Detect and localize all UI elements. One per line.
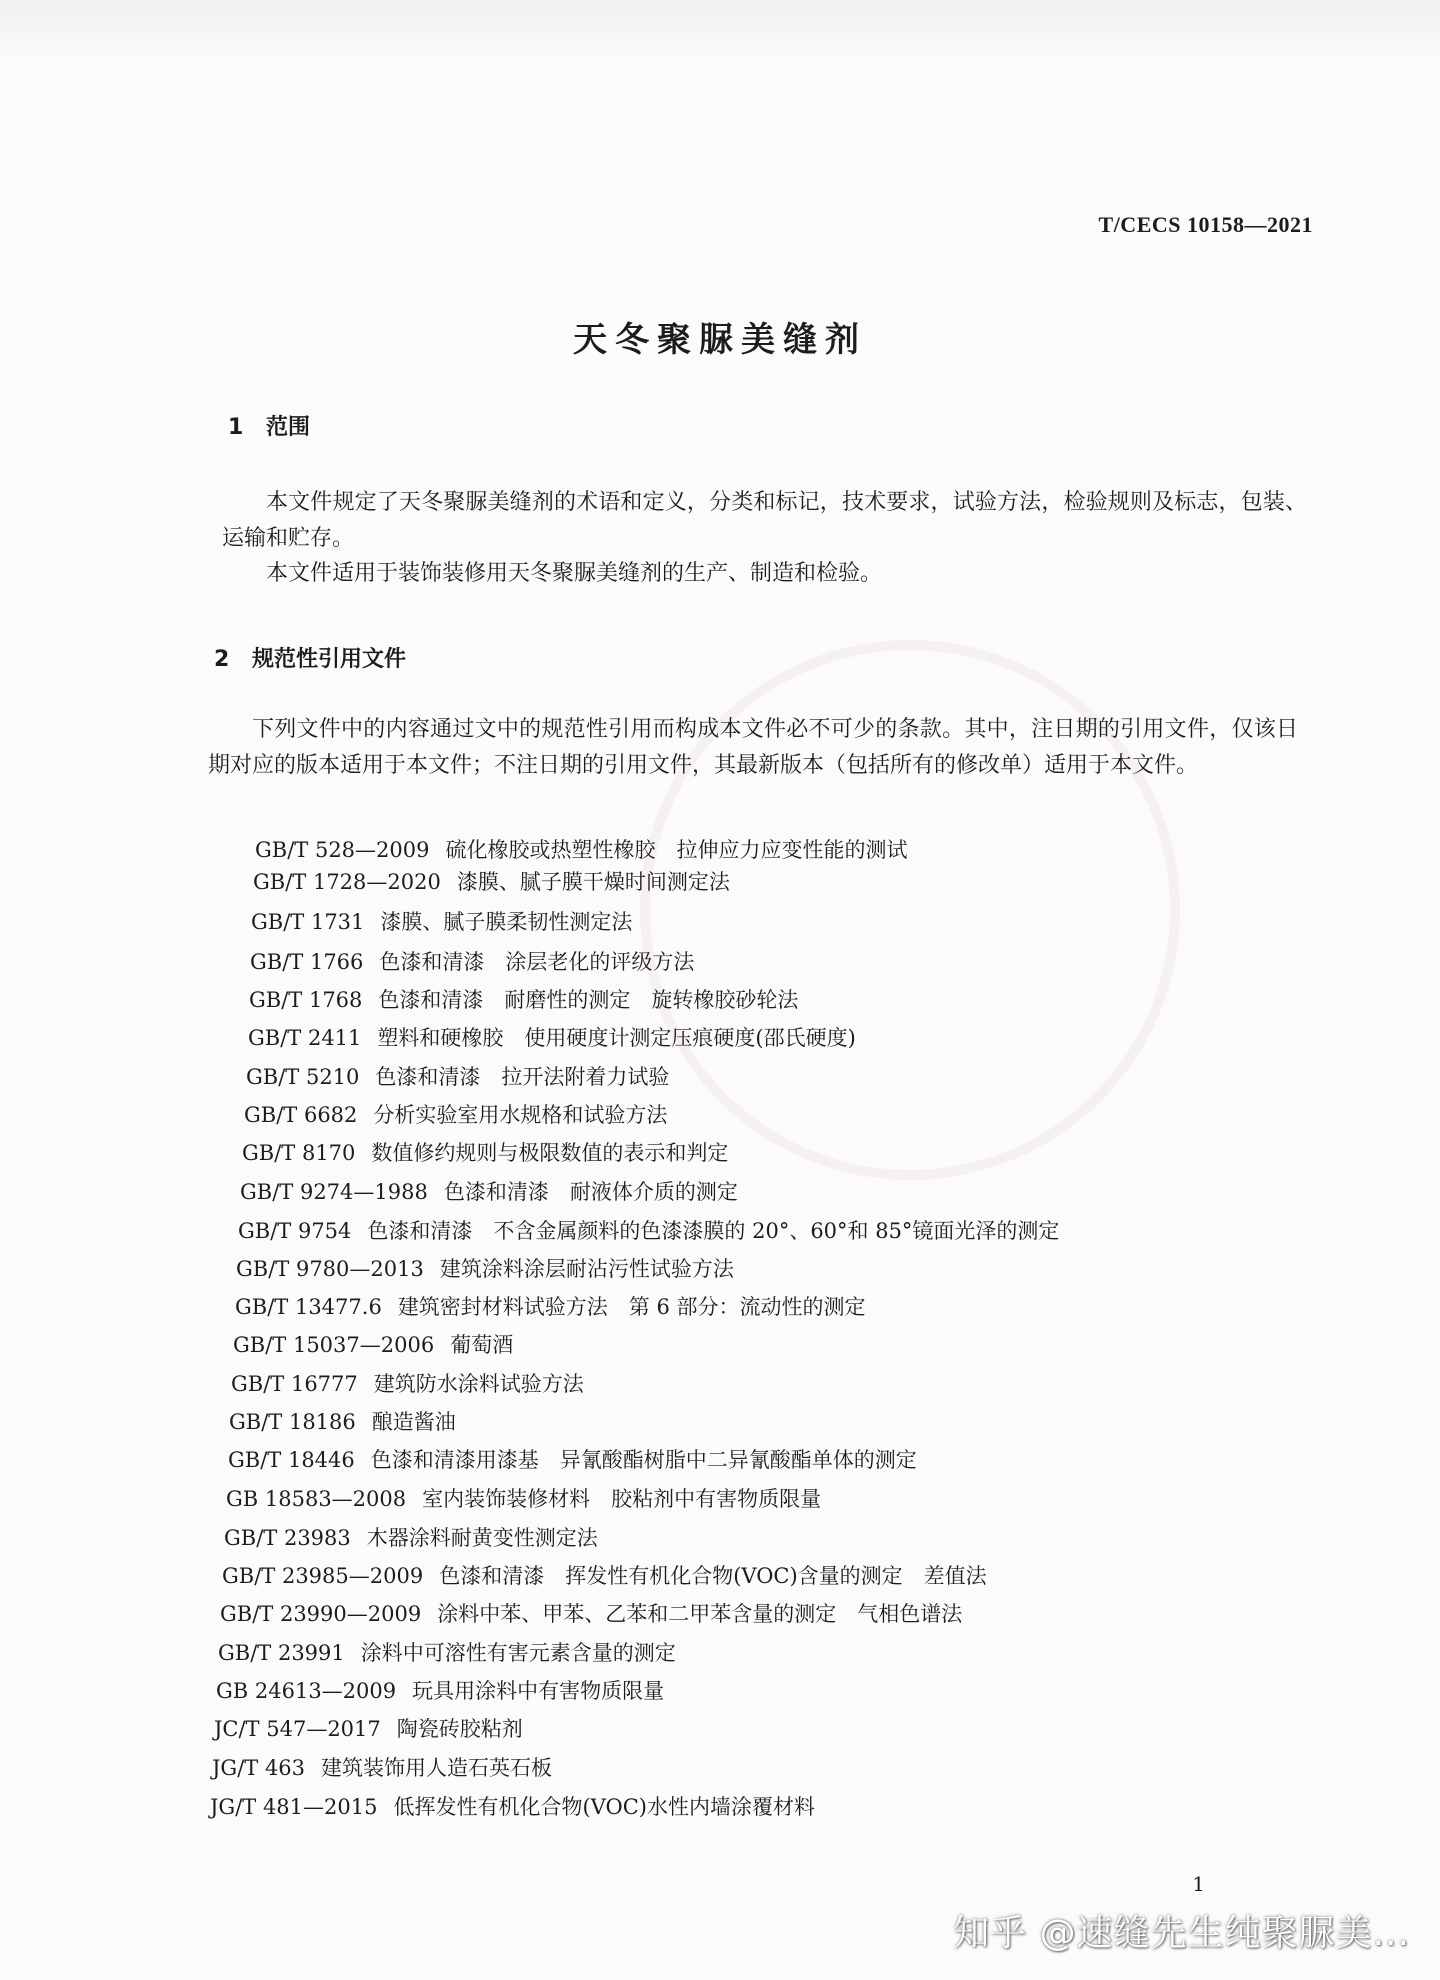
reference-item (216, 1675, 664, 1705)
reference-code: GB/T 9754 (238, 1219, 352, 1243)
reference-item (240, 1176, 738, 1206)
reference-title: 室内装饰装修材料 胶粘剂中有害物质限量 (422, 1487, 822, 1511)
reference-code: GB/T 5210 (246, 1065, 360, 1089)
reference-item (235, 1291, 866, 1321)
reference-item (253, 866, 730, 896)
reference-item (220, 1598, 962, 1628)
reference-title: 建筑防水涂料试验方法 (373, 1372, 584, 1396)
reference-item (250, 946, 694, 976)
reference-code: GB/T 528—2009 (255, 838, 430, 862)
reference-item (238, 1215, 1059, 1245)
reference-title: 色漆和清漆 挥发性有机化合物(VOC)含量的测定 差值法 (439, 1564, 987, 1588)
reference-title: 漆膜、腻子膜柔韧性测定法 (380, 910, 633, 934)
reference-title: 硫化橡胶或热塑性橡胶 拉伸应力应变性能的测试 (445, 838, 908, 862)
paragraph: 下列文件中的内容通过文中的规范性引用而构成本文件必不可少的条款。其中，注日期的引用文件，仅该日期对应的版本适用于本文件；不注日期的引用文件，其最新版本（包括所有的修改单）适用于本文件。 (208, 717, 1298, 778)
reference-item (244, 1099, 667, 1129)
reference-item (255, 834, 908, 864)
reference-code: GB/T 1731 (251, 910, 365, 934)
reference-title: 数值修约规则与极限数值的表示和判定 (371, 1141, 729, 1165)
section-number: 1 (228, 415, 244, 440)
reference-title: 葡萄酒 (450, 1333, 514, 1357)
reference-title: 分析实验室用水规格和试验方法 (373, 1103, 668, 1127)
reference-title: 建筑涂料涂层耐沾污性试验方法 (439, 1257, 734, 1281)
reference-title: 色漆和清漆 拉开法附着力试验 (375, 1065, 670, 1089)
reference-item (242, 1137, 728, 1167)
reference-item (233, 1329, 513, 1359)
reference-item (251, 906, 632, 936)
reference-title: 涂料中可溶性有害元素含量的测定 (360, 1641, 676, 1665)
reference-code: GB/T 23990—2009 (220, 1602, 422, 1626)
reference-title: 陶瓷砖胶粘剂 (396, 1717, 523, 1741)
section-title: 规范性引用文件 (252, 647, 407, 672)
page-number: 1 (1192, 1872, 1205, 1896)
document-title: 天冬聚脲美缝剂 (573, 320, 867, 360)
reference-item (236, 1253, 734, 1283)
reference-item (214, 1713, 523, 1743)
reference-code: JC/T 547—2017 (214, 1717, 381, 1741)
standard-number: T/CECS 10158—2021 (1098, 212, 1313, 237)
reference-item (231, 1368, 584, 1398)
paragraph: 本文件适用于装饰装修用天冬聚脲美缝剂的生产、制造和检验。 (266, 561, 883, 586)
reference-code: GB 24613—2009 (216, 1679, 397, 1703)
reference-item (222, 1560, 987, 1590)
reference-code: GB/T 6682 (244, 1103, 358, 1127)
reference-code: GB/T 18446 (228, 1448, 355, 1472)
reference-item (212, 1752, 552, 1782)
reference-title: 建筑密封材料试验方法 第 6 部分：流动性的测定 (397, 1295, 866, 1319)
reference-code: GB/T 15037—2006 (233, 1333, 435, 1357)
reference-code: GB/T 8170 (242, 1141, 356, 1165)
reference-code: GB/T 18186 (229, 1410, 356, 1434)
reference-code: GB/T 1768 (249, 988, 363, 1012)
reference-item (246, 1061, 669, 1091)
reference-item (228, 1444, 917, 1474)
reference-code: JG/T 463 (212, 1756, 306, 1780)
reference-code: GB/T 2411 (248, 1026, 362, 1050)
reference-item (249, 984, 798, 1014)
reference-title: 色漆和清漆用漆基 异氰酸酯树脂中二异氰酸酯单体的测定 (370, 1448, 917, 1472)
reference-title: 木器涂料耐黄变性测定法 (366, 1526, 598, 1550)
reference-code: GB/T 1728—2020 (253, 870, 441, 894)
reference-title: 色漆和清漆 涂层老化的评级方法 (379, 950, 695, 974)
reference-title: 低挥发性有机化合物(VOC)水性内墙涂覆材料 (393, 1795, 815, 1819)
reference-title: 色漆和清漆 耐液体介质的测定 (443, 1180, 738, 1204)
reference-code: GB/T 1766 (250, 950, 364, 974)
reference-title: 色漆和清漆 不含金属颜料的色漆漆膜的 20°、60°和 85°镜面光泽的测定 (367, 1219, 1060, 1243)
reference-item (218, 1637, 676, 1667)
reference-code: GB/T 23983 (224, 1526, 351, 1550)
reference-code: GB/T 9274—1988 (240, 1180, 428, 1204)
reference-item (210, 1791, 815, 1821)
reference-title: 漆膜、腻子膜干燥时间测定法 (456, 870, 730, 894)
reference-code: GB/T 23991 (218, 1641, 345, 1665)
reference-item (248, 1022, 856, 1052)
reference-item (229, 1406, 456, 1436)
reference-item (226, 1483, 821, 1513)
paragraph: 本文件规定了天冬聚脲美缝剂的术语和定义，分类和标记，技术要求，试验方法，检验规则及标志，包装、运输和贮存。 (222, 490, 1307, 551)
reference-code: GB 18583—2008 (226, 1487, 407, 1511)
reference-item (224, 1522, 598, 1552)
reference-code: GB/T 9780—2013 (236, 1257, 424, 1281)
reference-title: 玩具用涂料中有害物质限量 (412, 1679, 665, 1703)
reference-code: GB/T 23985—2009 (222, 1564, 424, 1588)
zhihu-watermark: 知乎 @速缝先生纯聚脲美... (953, 1913, 1410, 1954)
section-number: 2 (214, 647, 230, 672)
reference-title: 建筑装饰用人造石英石板 (321, 1756, 553, 1780)
reference-title: 涂料中苯、甲苯、乙苯和二甲苯含量的测定 气相色谱法 (437, 1602, 963, 1626)
reference-code: GB/T 16777 (231, 1372, 358, 1396)
section-title: 范围 (266, 415, 311, 440)
reference-code: GB/T 13477.6 (235, 1295, 382, 1319)
reference-code: JG/T 481—2015 (210, 1795, 378, 1819)
reference-title: 塑料和硬橡胶 使用硬度计测定压痕硬度(邵氏硬度) (377, 1026, 856, 1050)
reference-title: 色漆和清漆 耐磨性的测定 旋转橡胶砂轮法 (378, 988, 799, 1012)
reference-title: 酿造酱油 (371, 1410, 456, 1434)
